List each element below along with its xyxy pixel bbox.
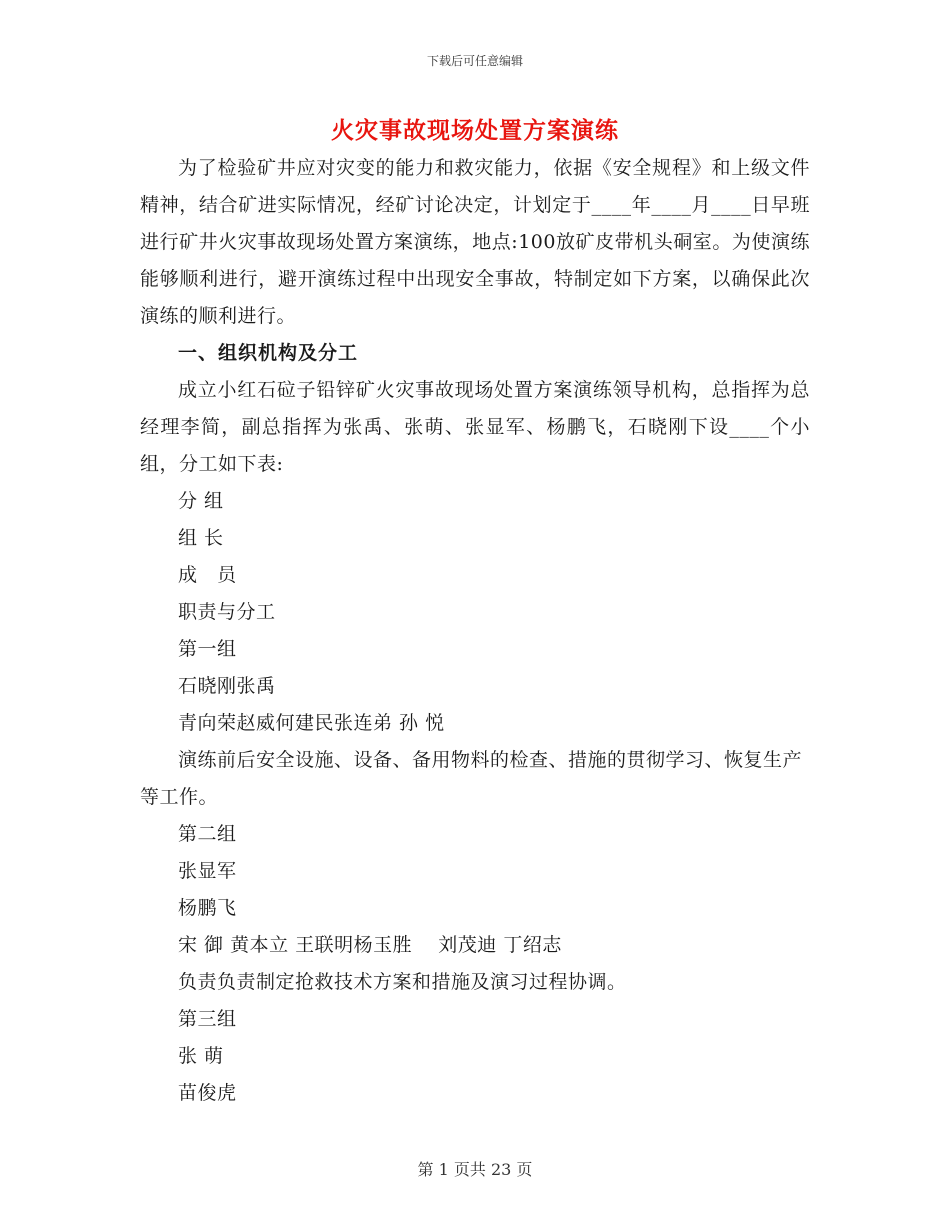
table-line-group-3-leader-1: 张 萌 <box>178 1045 224 1067</box>
table-line-group-1: 第一组 <box>178 638 237 660</box>
table-line-group-1-duties: 演练前后安全设施、设备、备用物料的检查、措施的贯彻学习、恢复生产等工作。 <box>140 749 803 808</box>
document-body <box>140 150 810 1112</box>
table-line-group-header: 分 组 <box>178 490 224 512</box>
table-line-group-3-leader-2: 苗俊虎 <box>178 1082 237 1104</box>
table-line-leader-header: 组 长 <box>178 527 224 549</box>
table-line-group-2-leader-2: 杨鹏飞 <box>178 897 237 919</box>
table-line-group-2: 第二组 <box>178 823 237 845</box>
intro-paragraph: 为了检验矿井应对灾变的能力和救灾能力，依据《安全规程》和上级文件精神，结合矿进实际情况，经矿讨论决定，计划定于____年____月____日早班进行矿井火灾事故现场处置方案演练，地点:100放矿皮带机头硐室。为使演练能够顺利进行，避开演练过程中出现安全事故，特制定如下方案，以确保此次演练的顺利进行。 <box>140 157 810 327</box>
table-line-group-3: 第三组 <box>178 1008 237 1030</box>
section-heading-organization: 一、组织机构及分工 <box>178 342 359 364</box>
table-line-duties-header: 职责与分工 <box>178 601 276 623</box>
table-line-members-header: 成 员 <box>178 564 237 586</box>
page-header-note: 下载后可任意编辑 <box>426 54 523 68</box>
organization-paragraph: 成立小红石砬子铅锌矿火灾事故现场处置方案演练领导机构，总指挥为总经理李简，副总指挥为张禹、张萌、张显军、杨鹏飞，石晓刚下设____个小组，分工如下表: <box>140 379 810 475</box>
table-line-group-1-leaders: 石晓刚张禹 <box>178 675 276 697</box>
document-title: 火灾事故现场处置方案演练 <box>331 117 619 144</box>
table-line-group-2-duties: 负责负责制定抢救技术方案和措施及演习过程协调。 <box>178 971 627 993</box>
table-line-group-2-members: 宋 御 黄本立 王联明杨玉胜 刘茂迪 丁绍志 <box>178 934 562 956</box>
table-line-group-2-leader-1: 张显军 <box>178 860 237 882</box>
page-footer-page-number: 第 1 页共 23 页 <box>417 1160 533 1179</box>
table-line-group-1-members: 青向荣赵威何建民张连弟 孙 悦 <box>178 712 445 734</box>
